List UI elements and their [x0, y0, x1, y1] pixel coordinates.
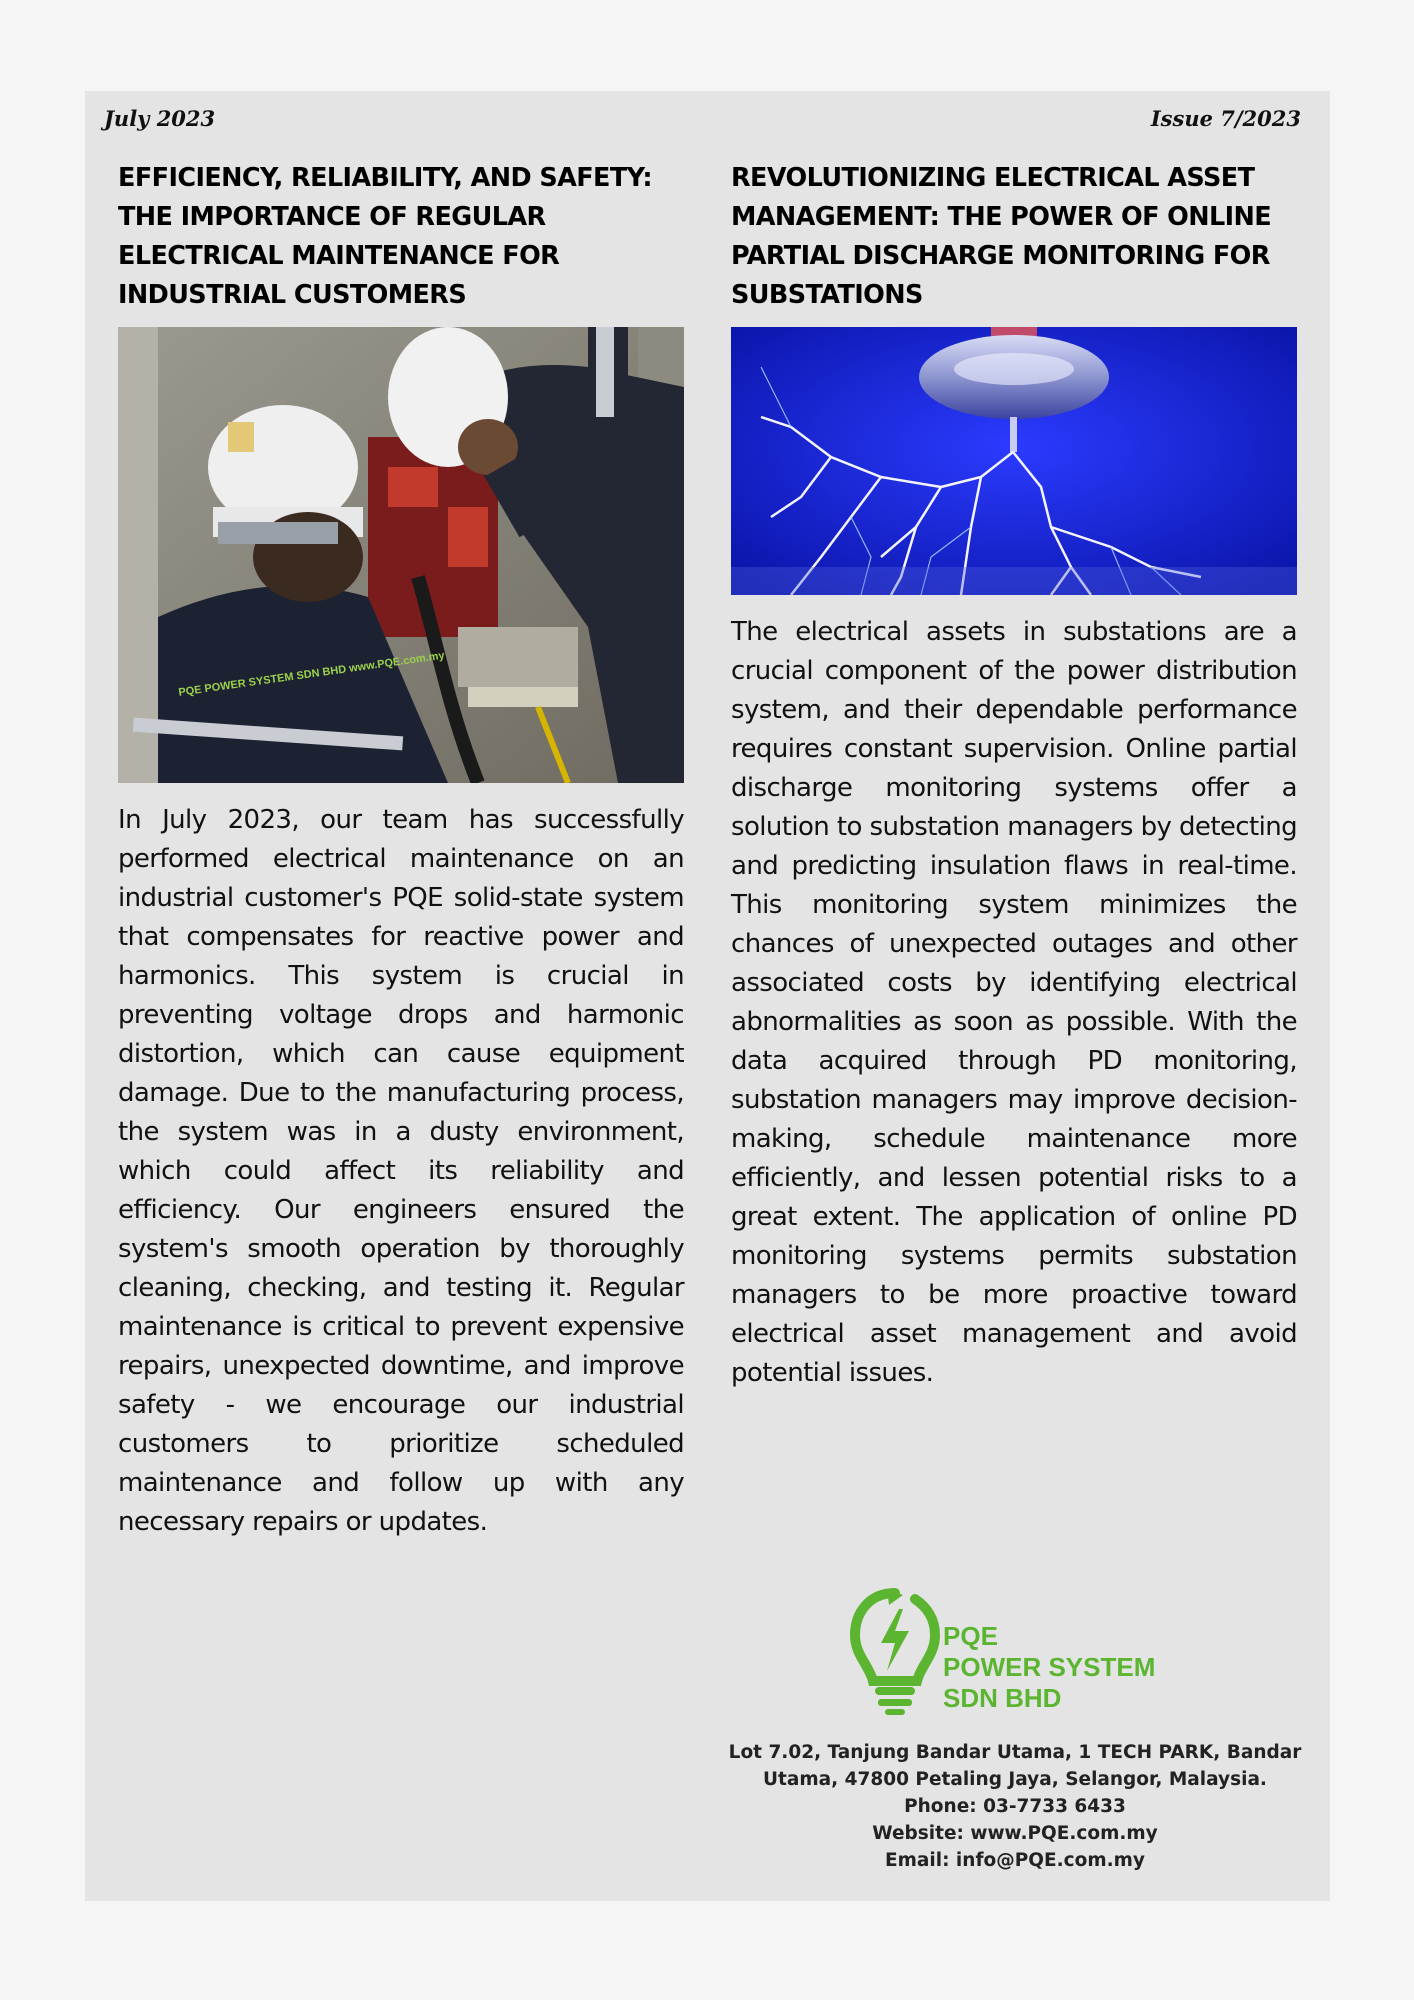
phone: Phone: 03-7733 6433 [904, 1796, 1126, 1817]
newsletter-page [85, 91, 1330, 1901]
logo-line-3: SDN BHD [943, 1683, 1062, 1713]
partial-discharge-photo [731, 327, 1297, 595]
contact-info [705, 1739, 1325, 1874]
logo-line-1: PQE [943, 1621, 998, 1651]
right-article [731, 159, 1297, 1393]
address-line-2: Utama, 47800 Petaling Jaya, Selangor, Malaysia. [763, 1769, 1267, 1790]
company-logo [847, 1585, 1267, 1725]
issue-date: July 2023 [104, 106, 216, 131]
email: Email: info@PQE.com.my [885, 1850, 1145, 1871]
right-article-title: REVOLUTIONIZING ELECTRICAL ASSET MANAGEMENT: THE POWER OF ONLINE PARTIAL DISCHARGE MONITORING FOR SUBSTATIONS [731, 163, 1272, 310]
lightbulb-lightning-recycle-icon [847, 1585, 943, 1715]
website: Website: www.PQE.com.my [872, 1823, 1158, 1844]
issue-number: Issue 7/2023 [1150, 106, 1301, 131]
logo-line-2: POWER SYSTEM [943, 1652, 1156, 1682]
left-article-body: In July 2023, our team has successfully performed electrical maintenance on an industrial customer's PQE solid-state system that compensates for reactive power and harmonics. This system is crucial in preventing voltage drops and harmonic distortion, which can cause equipment damage. Due to the manufacturing process, the system was in a dusty environment, which could affect its reliability and efficiency. Our engineers ensured the system's smooth operation by thoroughly cleaning, checking, and testing it. Regular maintenance is critical to prevent expensive repairs, unexpected downtime, and improve safety - we encourage our industrial customers to prioritize scheduled maintenance and follow up with any necessary repairs or updates. [118, 805, 684, 1537]
jacket-print: PQE POWER SYSTEM SDN BHD www.PQE.com.my [177, 649, 446, 699]
address-line-1: Lot 7.02, Tanjung Bandar Utama, 1 TECH PARK, Bandar [728, 1742, 1302, 1763]
left-article [118, 159, 684, 1542]
left-article-title: EFFICIENCY, RELIABILITY, AND SAFETY: THE IMPORTANCE OF REGULAR ELECTRICAL MAINTENANCE FOR INDUSTRIAL CUSTOMERS [118, 163, 652, 310]
right-article-body: The electrical assets in substations are a crucial component of the power distribution system, and their dependable performance requires constant supervision. Online partial discharge monitoring systems offer a solution to substation managers by detecting and predicting insulation flaws in real-time. This monitoring system minimizes the chances of unexpected outages and other associated costs by identifying electrical abnormalities as soon as possible. With the data acquired through PD monitoring, substation managers may improve decision-making, schedule maintenance more efficiently, and lessen potential risks to a great extent. The application of online PD monitoring systems permits substation managers to be more proactive toward electrical asset management and avoid potential issues. [731, 617, 1297, 1388]
maintenance-photo [118, 327, 684, 783]
logo-wordmark [943, 1621, 1155, 1714]
